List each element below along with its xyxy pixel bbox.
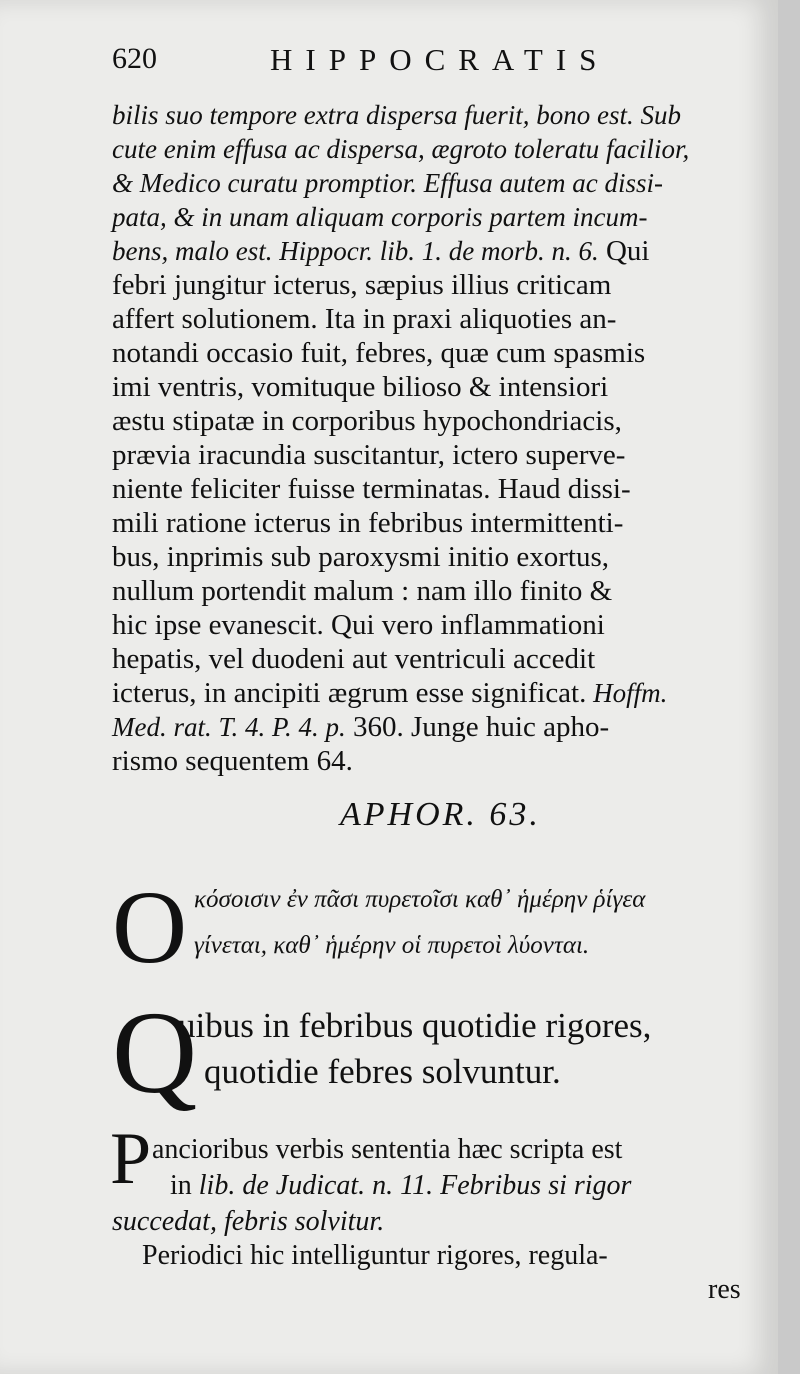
text-line: [112, 166, 762, 200]
aphorism-heading: APHOR. 63.: [340, 796, 541, 833]
text-line: [112, 336, 762, 370]
page-number: 620: [112, 42, 157, 75]
roman-run: febri jungitur icterus, sæpius illius criticam: [112, 269, 612, 301]
text-line: [112, 472, 762, 506]
italic-run: bens, malo est. Hippocr. lib. 1. de morb. n. 6.: [112, 236, 599, 266]
page-edge-shadow: [778, 0, 800, 1374]
text-line: [112, 744, 762, 778]
roman-run: icterus, in ancipiti ægrum esse significat.: [112, 677, 587, 709]
italic-run: Med. rat. T. 4. P. 4. p.: [112, 712, 346, 742]
page-header: [112, 42, 742, 86]
roman-run: niente feliciter fuisse terminatas. Haud dissi-: [112, 473, 631, 505]
roman-run: mili ratione icterus in febribus intermittenti-: [112, 507, 624, 539]
text-line: [112, 234, 762, 268]
roman-run: nullum portendit malum : nam illo finito &: [112, 575, 613, 607]
roman-run: æstu stipatæ in corporibus hypochondriacis,: [112, 405, 622, 437]
text-line: [112, 676, 762, 710]
text-line: [112, 438, 762, 472]
roman-run: prævia iracundia suscitantur, ictero superve-: [112, 439, 626, 471]
latin-drop-initial: Q: [112, 987, 198, 1118]
text-line: [112, 540, 762, 574]
text-line: [112, 574, 762, 608]
commentary-63: [110, 1118, 770, 1368]
text-line: [112, 200, 762, 234]
greek-drop-initial: O: [112, 870, 188, 985]
text-line: [112, 268, 762, 302]
roman-run: hic ipse evanescit. Qui vero inflammationi: [112, 609, 605, 641]
roman-run: imi ventris, vomituque bilioso & intensiori: [112, 371, 609, 403]
running-head: HIPPOCRATIS: [270, 42, 610, 77]
commentary-line-1: ancioribus verbis sententia hæc scripta est: [152, 1134, 623, 1165]
text-line: [112, 98, 762, 132]
commentary-line-4: Periodici hic intelliguntur rigores, regula-: [142, 1240, 608, 1271]
italic-run: & Medico curatu promptior. Effusa autem ac dissi-: [112, 168, 663, 198]
greek-line-2: γίνεται, καθ᾽ ἡμέρην οἱ πυρετοὶ λύονται.: [194, 932, 590, 959]
italic-run: bilis suo tempore extra dispersa fuerit, bono est. Sub: [112, 100, 681, 130]
latin-line-1: uibus in febribus quotidie rigores,: [178, 1006, 652, 1045]
italic-run: Hoffm.: [586, 678, 668, 708]
greek-aphorism: [112, 870, 762, 985]
latin-aphorism: [112, 987, 772, 1118]
roman-run: Qui: [598, 235, 650, 267]
italic-run: pata, & in unam aliquam corporis partem incum-: [112, 202, 648, 232]
commentary-line-3: succedat, febris solvitur.: [112, 1206, 385, 1237]
italic-run: cute enim effusa ac dispersa, ægroto toleratu facilior,: [112, 134, 690, 164]
text-line: [112, 608, 762, 642]
roman-run: notandi occasio fuit, febres, quæ cum spasmis: [112, 337, 646, 369]
roman-run: 360. Junge huic apho-: [345, 711, 610, 743]
text-line: [112, 710, 762, 744]
latin-line-2: quotidie febres solvuntur.: [204, 1052, 561, 1091]
commentary-line-2-roman: in: [170, 1170, 192, 1201]
text-line: [112, 404, 762, 438]
commentary-drop-initial: P: [110, 1118, 152, 1200]
catchword: res: [708, 1274, 741, 1305]
roman-run: affert solutionem. Ita in praxi aliquoties an-: [112, 303, 617, 335]
greek-line-1: κόσοισιν ἐν πᾶσι πυρετοῖσι καθ᾽ ἡμέρην ῥίγεα: [194, 886, 646, 913]
text-line: [112, 132, 762, 166]
roman-run: bus, inprimis sub paroxysmi initio exortus,: [112, 541, 610, 573]
paragraph-commentary-62: [112, 98, 762, 778]
text-line: [112, 642, 762, 676]
text-line: [112, 370, 762, 404]
roman-run: hepatis, vel duodeni aut ventriculi accedit: [112, 643, 596, 675]
text-line: [112, 506, 762, 540]
text-line: [112, 302, 762, 336]
roman-run: rismo sequentem 64.: [112, 745, 353, 777]
commentary-line-2-italic: lib. de Judicat. n. 11. Febribus si rigor: [198, 1170, 632, 1201]
